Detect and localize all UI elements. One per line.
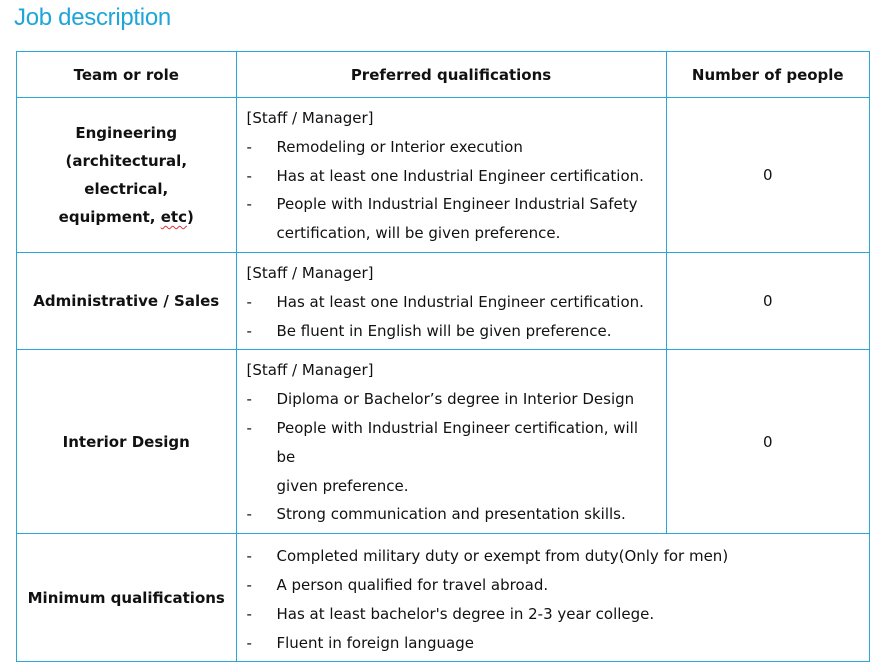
list-item-continuation <box>247 472 656 501</box>
list-item-text: Has at least bachelor's degree in 2-3 year college. <box>276 604 655 623</box>
dash-marker: - <box>246 390 252 409</box>
list-item-text: Fluent in foreign language <box>276 633 474 652</box>
header-count: Number of people <box>666 52 870 98</box>
role-line <box>21 203 232 231</box>
role-cell <box>17 98 237 253</box>
list-item <box>247 133 656 162</box>
list-item <box>247 385 656 414</box>
list-item-text: certification, will be given preference. <box>276 224 561 243</box>
list-item-text: A person qualified for travel abroad. <box>276 575 549 594</box>
role-cell: Interior Design <box>17 350 237 534</box>
role-text: ) <box>186 207 194 226</box>
list-item <box>247 317 656 346</box>
page-title: Job description <box>14 4 171 31</box>
list-item <box>247 500 656 529</box>
list-item <box>247 414 656 472</box>
list-item-text: Diploma or Bachelor’s degree in Interior Design <box>276 390 635 409</box>
dash-marker: - <box>246 195 252 214</box>
dash-marker: - <box>246 633 252 652</box>
dash-marker: - <box>246 292 252 311</box>
dash-marker: - <box>246 137 252 156</box>
header-team: Team or role <box>17 52 237 98</box>
role-line: (architectural, electrical, <box>65 151 188 198</box>
dash-marker: - <box>246 418 252 437</box>
count-cell: 0 <box>666 98 870 253</box>
list-item-text: Be fluent in English will be given preference. <box>276 321 612 340</box>
table-row <box>17 534 870 662</box>
list-item-text: given preference. <box>276 476 409 495</box>
dash-marker: - <box>246 604 252 623</box>
table-row <box>17 350 870 534</box>
list-item-text: Remodeling or Interior execution <box>276 137 523 156</box>
list-item <box>247 600 860 629</box>
count-cell: 0 <box>666 350 870 534</box>
list-item <box>247 629 860 658</box>
qualifications-cell <box>236 534 870 662</box>
list-item-text: Has at least one Industrial Engineer certification. <box>276 292 644 311</box>
list-item <box>247 190 656 219</box>
header-row <box>17 52 870 98</box>
role-text: equipment, <box>58 207 161 226</box>
list-item-text: Has at least one Industrial Engineer certification. <box>276 166 644 185</box>
list-item-continuation <box>247 219 656 248</box>
list-item-text: People with Industrial Engineer Industrial Safety <box>276 195 638 214</box>
count-cell: 0 <box>666 252 870 349</box>
role-cell: Minimum qualifications <box>17 534 237 662</box>
role-cell: Administrative / Sales <box>17 252 237 349</box>
list-item <box>247 571 860 600</box>
qualifications-cell <box>236 252 666 349</box>
qualification-heading: [Staff / Manager] <box>246 109 374 127</box>
role-text: etc <box>160 207 187 226</box>
dash-marker: - <box>246 166 252 185</box>
qualification-heading: [Staff / Manager] <box>246 263 374 282</box>
list-item <box>247 542 860 571</box>
list-item-text: People with Industrial Engineer certification, will be <box>276 418 639 466</box>
list-item-text: Completed military duty or exempt from duty(Only for men) <box>276 547 729 566</box>
header-qualifications: Preferred qualifications <box>236 52 666 98</box>
job-description-table <box>16 51 870 662</box>
list-item <box>247 162 656 191</box>
dash-marker: - <box>246 505 252 524</box>
dash-marker: - <box>246 575 252 594</box>
list-item <box>247 288 656 317</box>
dash-marker: - <box>246 547 252 566</box>
role-line: Engineering <box>75 123 178 142</box>
list-item-text: Strong communication and presentation skills. <box>276 505 626 524</box>
qualifications-cell <box>236 98 666 253</box>
table-row <box>17 252 870 349</box>
qualifications-cell <box>236 350 666 534</box>
dash-marker: - <box>246 321 252 340</box>
table-row <box>17 98 870 253</box>
qualification-heading: [Staff / Manager] <box>246 361 374 380</box>
